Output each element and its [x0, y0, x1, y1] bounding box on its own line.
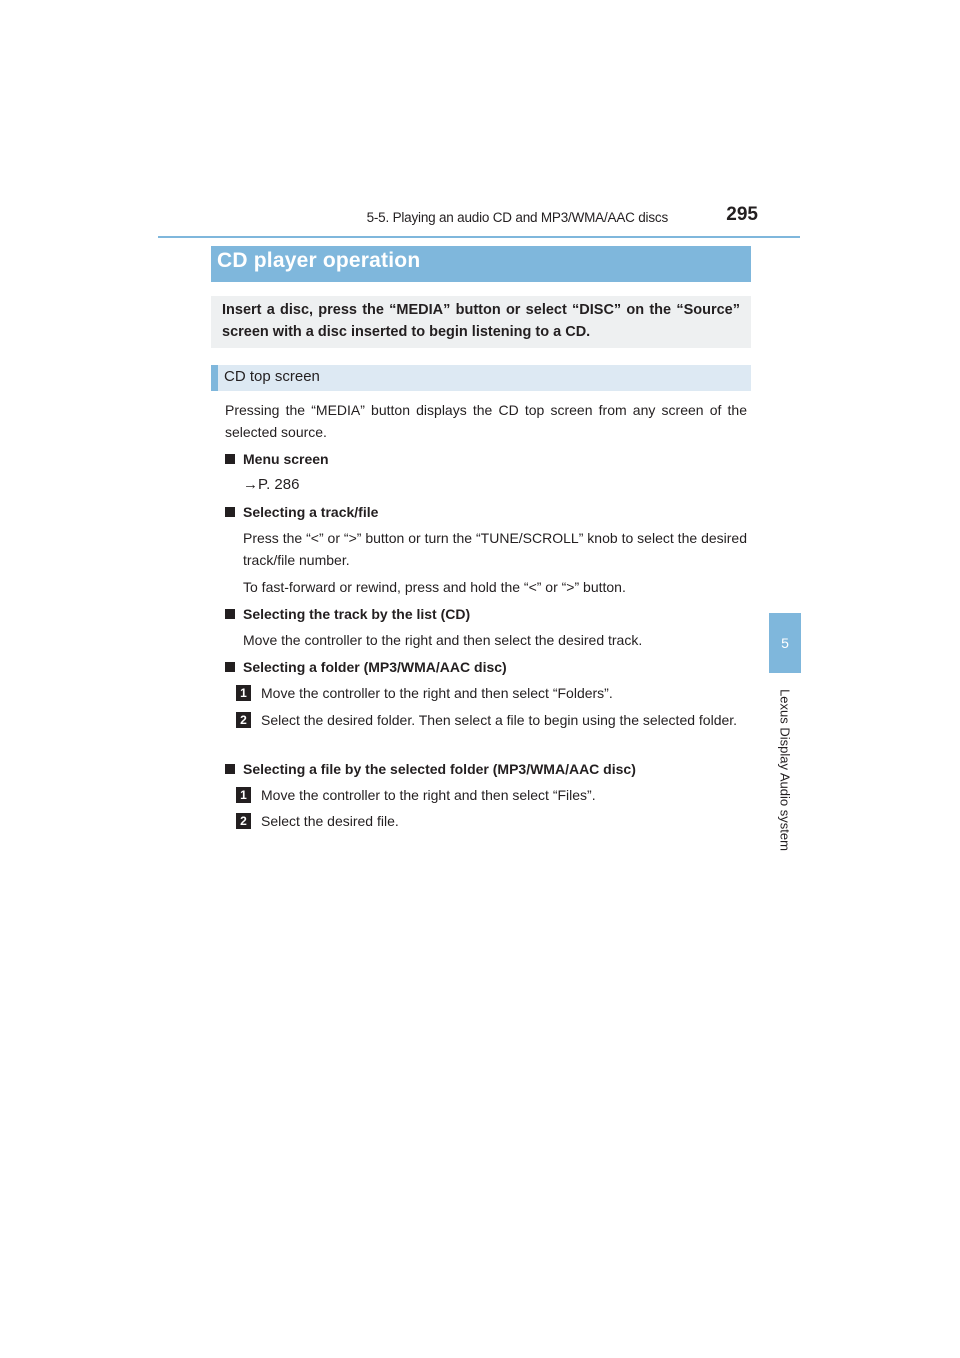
chapter-tab: [769, 613, 801, 673]
step-number-badge: 1: [236, 685, 251, 701]
heading-text: Selecting a track/file: [243, 504, 379, 520]
intro-box: [211, 296, 751, 348]
section-title: 5-5. Playing an audio CD and MP3/WMA/AAC discs: [366, 210, 668, 225]
selecting-track-text: Press the “<” or “>” button or turn the “TUNE/SCROLL” knob to select the desired track/file number.: [243, 530, 747, 568]
intro-text: Insert a disc, press the “MEDIA” button or select “DISC” on the “Source” screen with a disc inserted to begin listening to a CD.: [222, 302, 740, 340]
folder-step-2: Select the desired folder. Then select a file to begin using the selected folder.: [261, 712, 738, 728]
square-bullet-icon: [225, 609, 235, 619]
folder-heading: [225, 656, 507, 678]
page-header: [158, 200, 800, 238]
fast-forward-text: To fast-forward or rewind, press and hold the “<” or “>” button.: [243, 579, 626, 595]
square-bullet-icon: [225, 662, 235, 672]
subheading: CD top screen: [224, 368, 320, 385]
heading-text: Selecting the track by the list (CD): [243, 606, 471, 622]
file-step-1: Move the controller to the right and then select “Files”.: [261, 787, 596, 803]
chapter-label: Lexus Display Audio system: [777, 689, 793, 851]
square-bullet-icon: [225, 764, 235, 774]
track-by-list-heading: [225, 603, 470, 625]
page-reference: →P. 286: [243, 476, 300, 493]
file-by-folder-heading: [225, 758, 636, 780]
subheading-bar: [211, 365, 751, 391]
step-number-badge: 1: [236, 787, 251, 803]
track-by-list-text: Move the controller to the right and then select the desired track.: [243, 632, 643, 648]
chapter-number: 5: [781, 635, 789, 651]
heading-text: Menu screen: [243, 451, 329, 467]
page-title: CD player operation: [217, 249, 421, 272]
heading-text: Selecting a folder (MP3/WMA/AAC disc): [243, 659, 507, 675]
heading-text: Selecting a file by the selected folder (MP3/WMA/AAC disc): [243, 761, 636, 777]
square-bullet-icon: [225, 507, 235, 517]
page-number: 295: [726, 204, 758, 225]
file-step-2: Select the desired file.: [261, 813, 399, 829]
section-title-bar: [211, 246, 751, 282]
selecting-track-heading: [225, 501, 378, 523]
menu-screen-heading: [225, 448, 329, 470]
step-number-badge: 2: [236, 712, 251, 728]
step-number-badge: 2: [236, 813, 251, 829]
intro-paragraph: Pressing the “MEDIA” button displays the CD top screen from any screen of the selected source.: [225, 402, 747, 440]
folder-step-1: Move the controller to the right and then select “Folders”.: [261, 685, 613, 701]
square-bullet-icon: [225, 454, 235, 464]
